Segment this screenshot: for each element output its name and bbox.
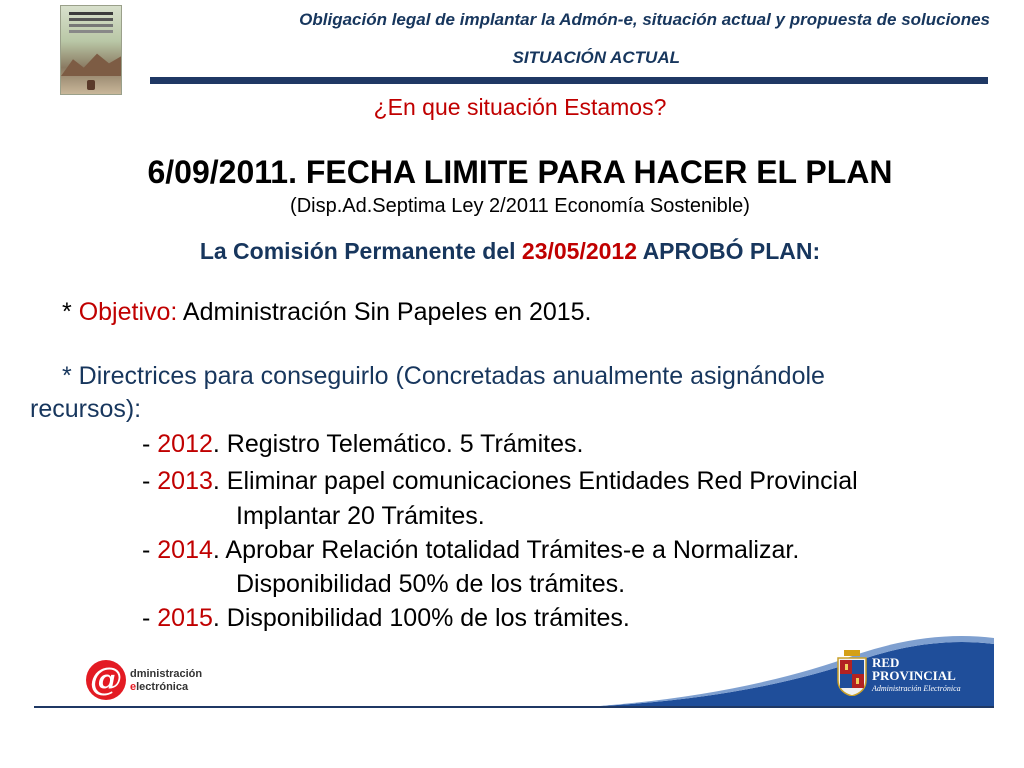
directives-line-continued: recursos): [30,395,142,423]
milestone-item [142,430,583,459]
milestone-item [142,467,858,496]
milestone-continuation: Implantar 20 Trámites. [236,502,485,530]
milestone-continuation: Disponibilidad 50% de los trámites. [236,570,626,598]
milestone-item [142,604,630,633]
red-provincial-logo [836,650,996,706]
footer-divider [34,706,994,708]
at-sign-icon: @ [86,660,126,700]
objective-label: Objetivo: [78,298,178,326]
header-divider [150,77,988,84]
milestone-year: 2012 [157,430,213,458]
deadline-reference: (Disp.Ad.Septima Ley 2/2011 Economía Sostenible) [290,195,750,217]
ae-logo-e: e [130,681,137,693]
milestone-year: 2013 [157,467,213,495]
ae-logo-line1: dministración [130,668,203,680]
deadline-headline: 6/09/2011. FECHA LIMITE PARA HACER EL PLAN [147,154,893,190]
administracion-electronica-logo [86,660,236,706]
ae-logo-line2-text: lectrónica [136,681,189,693]
header-title: Obligación legal de implantar la Admón-e, situación actual y propuesta de soluciones [299,10,990,29]
question-heading: ¿En que situación Estamos? [373,94,667,120]
red-provincial-tagline: Administración Electrónica [872,684,961,693]
coat-of-arms-icon [836,650,868,696]
report-cover-thumbnail [60,5,122,95]
milestone-dash: - [142,536,158,564]
ae-logo-text [130,668,202,694]
milestone-text: . Disponibilidad 100% de los trámites. [212,604,630,632]
red-provincial-line2: PROVINCIAL [872,668,956,683]
red-provincial-name [872,656,956,682]
approval-statement [0,238,1020,265]
directives-line: * Directrices para conseguirlo (Concretadas anualmente asignándole [62,362,825,390]
approval-suffix: APROBÓ PLAN: [637,238,821,264]
objective-text: Administración Sin Papeles en 2015. [177,298,592,326]
milestone-dash: - [142,604,158,632]
approval-prefix: La Comisión Permanente del [199,238,522,264]
ae-logo-line2 [130,681,202,694]
milestone-dash: - [142,467,158,495]
header-subtitle: SITUACIÓN ACTUAL [512,48,680,67]
objective-bullet: * [62,298,79,326]
milestone-item [142,536,799,565]
milestone-year: 2014 [157,536,213,564]
approval-date: 23/05/2012 [521,238,638,264]
milestone-year: 2015 [157,604,213,632]
objective-line [62,298,592,327]
red-provincial-line1: RED [872,655,900,670]
milestone-dash: - [142,430,158,458]
milestone-text: . Eliminar papel comunicaciones Entidades Red Provincial [212,467,858,495]
milestone-text: . Registro Telemático. 5 Trámites. [212,430,584,458]
milestone-text: . Aprobar Relación totalidad Trámites-e a Normalizar. [212,536,800,564]
